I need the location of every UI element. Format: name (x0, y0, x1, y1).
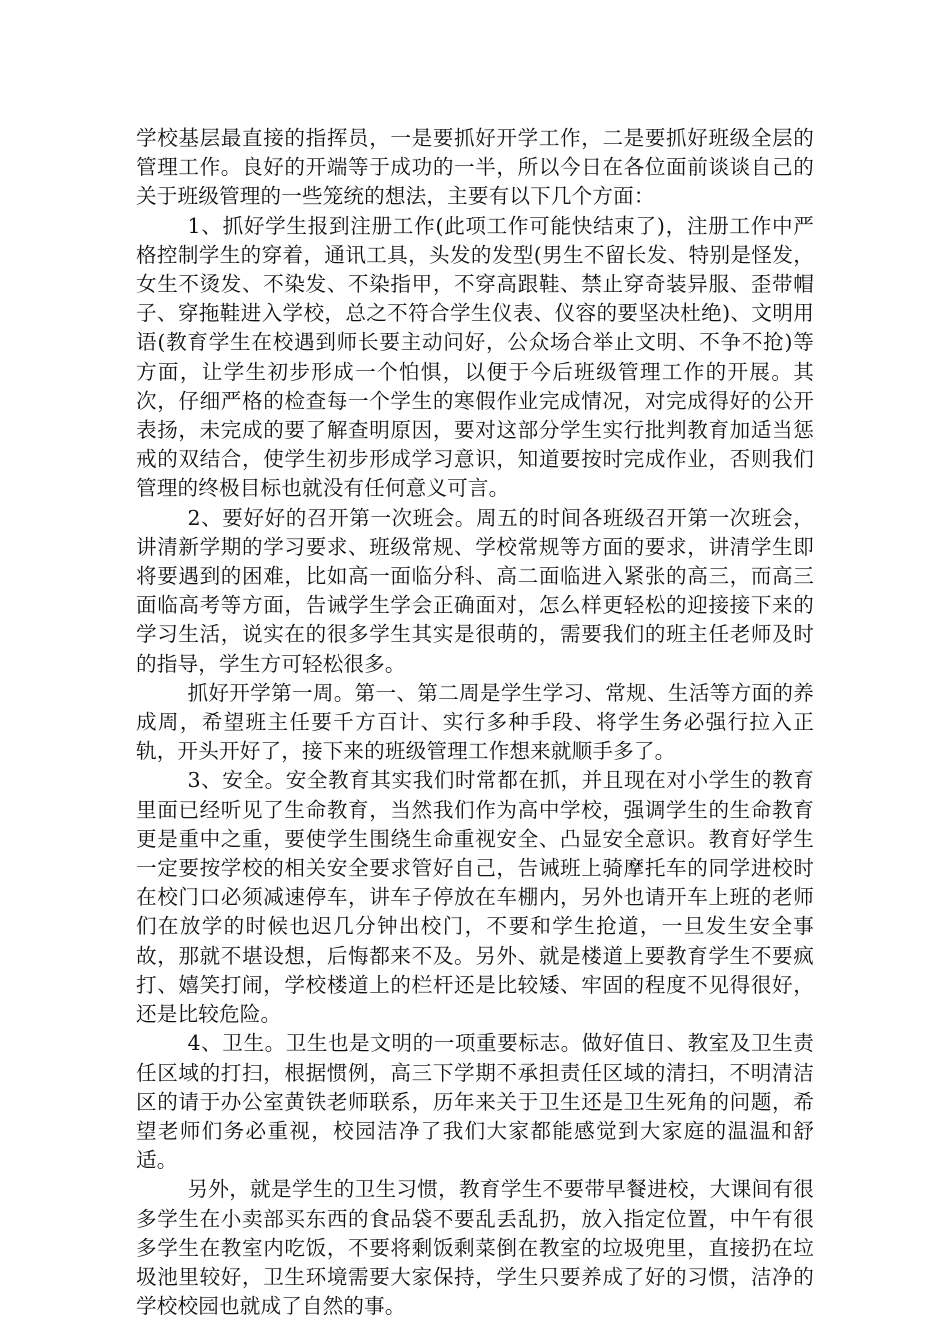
paragraph-hygiene-habits: 另外，就是学生的卫生习惯，教育学生不要带早餐进校，大课间有很多学生在小卖部买东西的食品袋不要乱丢乱扔，放入指定位置，中午有很多学生在教室内吃饭，不要将剩饭剩菜倒在教室的垃圾兜里，直接扔在垃圾池里较好，卫生环境需要大家保持，学生只要养成了好的习惯，洁净的学校校园也就成了自然的事。 (136, 1177, 814, 1319)
paragraph-hygiene: 4、卫生。卫生也是文明的一项重要标志。做好值日、教室及卫生责任区域的打扫，根据惯例，高三下学期不承担责任区域的清扫，不明清洁区的请于办公室黄铁老师联系，历年来关于卫生还是卫生死角的问题，希望老师们务必重视，校园洁净了我们大家都能感觉到大家庭的温温和舒适。 (136, 1031, 814, 1173)
paragraph-intro: 学校基层最直接的指挥员，一是要抓好开学工作，二是要抓好班级全层的管理工作。良好的开端等于成功的一半，所以今日在各位面前谈谈自己的关于班级管理的一些笼统的想法，主要有以下几个方面： (136, 126, 814, 209)
document-body (136, 124, 814, 1321)
paragraph-registration: 1、抓好学生报到注册工作(此项工作可能快结束了)，注册工作中严格控制学生的穿着，通讯工具，头发的发型(男生不留长发、特别是怪发，女生不烫发、不染发、不染指甲，不穿高跟鞋、禁止穿奇装异服、歪带帽子、穿拖鞋进入学校，总之不符合学生仪表、仪容的要坚决杜绝)、文明用语(教育学生在校遇到师长要主动问好，公众场合举止文明、不争不抢)等方面，让学生初步形成一个怕惧，以便于今后班级管理工作的开展。其次，仔细严格的检查每一个学生的寒假作业完成情况，对完成得好的公开表扬，未完成的要了解查明原因，要对这部分学生实行批判教育加适当惩戒的双结合，使学生初步形成学习意识，知道要按时完成作业，否则我们管理的终极目标也就没有任何意义可言。 (136, 213, 814, 501)
paragraph-first-week: 抓好开学第一周。第一、第二周是学生学习、常规、生活等方面的养成周，希望班主任要千方百计、实行多种手段、将学生务必强行拉入正轨，开头开好了，接下来的班级管理工作想来就顺手多了。 (136, 680, 814, 764)
paragraph-class-meeting: 2、要好好的召开第一次班会。周五的时间各班级召开第一次班会，讲清新学期的学习要求、班级常规、学校常规等方面的要求，讲清学生即将要遇到的困难，比如高一面临分科、高二面临进入紧张的高三，而高三面临高考等方面，告诫学生学会正确面对，怎么样更轻松的迎接接下来的学习生活，说实在的很多学生其实是很萌的，需要我们的班主任老师及时的指导，学生方可轻松很多。 (136, 505, 814, 676)
paragraph-safety: 3、安全。安全教育其实我们时常都在抓，并且现在对小学生的教育里面已经听见了生命教育，当然我们作为高中学校，强调学生的生命教育更是重中之重，要使学生围绕生命重视安全、凸显安全意识。教育好学生一定要按学校的相关安全要求管好自己，告诫班上骑摩托车的同学进校时在校门口必须减速停车，讲车子停放在车棚内，另外也请开车上班的老师们在放学的时候也迟几分钟出校门，不要和学生抢道，一旦发生安全事故，那就不堪设想，后悔都来不及。另外、就是楼道上要教育学生不要疯打、嬉笑打闹，学校楼道上的栏杆还是比较矮、牢固的程度不见得很好，还是比较危险。 (136, 768, 814, 1027)
